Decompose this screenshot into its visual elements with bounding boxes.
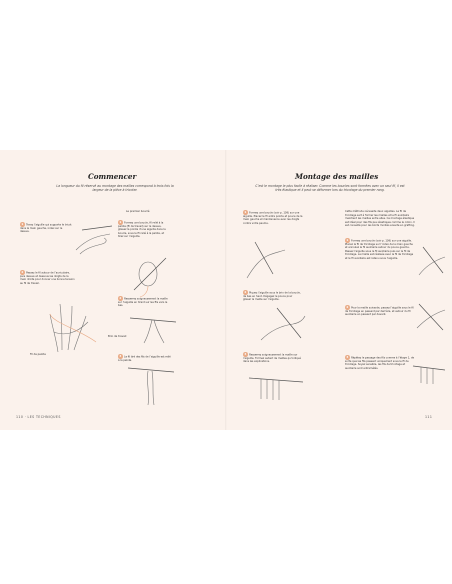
right-page-intro: C’est le montage le plus facile à réaliser. Comme les boucles sont formées avec un seul fil, il est très élastique et il peut se déformer lors du tricotage du premier rang. bbox=[255, 184, 405, 193]
step-text: Passez le fil autour de l’auriculaire, puis dessus et dessous les doigts de la main droite pour donner une bonne tension au fil de travail. bbox=[20, 271, 75, 285]
step-text: Le fil tiré des fils de l’aiguille est relié à la pelote. bbox=[118, 355, 171, 362]
right-folio: 111 bbox=[425, 415, 433, 419]
step-text: Tenez l’aiguille qui supporte le tricot dans la main gauche, index sur le dessus. bbox=[20, 223, 72, 234]
step-text: Formez une boucle (voir p. 109) sur une aiguille. Placez le fil entre pointe et pouce de la main gauche et maintenez-le avec les doigts contre votre paume. bbox=[243, 211, 303, 225]
step-number: 3 bbox=[119, 354, 122, 358]
step-text: Piquez l’aiguille sous le brin de la boucle, de bas en haut. Dégagez le pouce pour glisser la maille sur l’aiguille. bbox=[243, 291, 301, 302]
left-page-title: Commencer bbox=[88, 172, 137, 181]
callout-ball-yarn: Fil de pelote bbox=[30, 353, 46, 356]
step-number: 3 bbox=[244, 352, 247, 356]
hand-with-yarn-illustration bbox=[40, 292, 100, 354]
step-text: Resserrez soigneusement la maille sur l’aiguille. Formez autant de mailles qu’indiqué dans les explications. bbox=[243, 353, 301, 364]
left-step-2 bbox=[20, 270, 75, 285]
right-side-note: Cette méthode nécessite deux aiguilles. Le fil de tricotage sert à former les mailles et le fil auxiliaire maintient les mailles entre elles. Ce montage élastique est idéal pour des fils peu élastiques comme le coton. Il est conseillé pour les bords montés ensuite en grafting. bbox=[345, 210, 415, 227]
right-step2-2 bbox=[345, 305, 415, 317]
thumb-loop-illustration bbox=[257, 304, 307, 344]
callout-working-yarn: Brin de travail bbox=[108, 335, 127, 338]
step-number: 2 bbox=[244, 290, 247, 294]
hand-holding-needle-illustration bbox=[74, 220, 114, 260]
right-step-3 bbox=[243, 352, 303, 364]
left-step-3 bbox=[118, 220, 170, 239]
step-number: 1 bbox=[119, 220, 122, 224]
right-page-title: Montage des mailles bbox=[295, 172, 379, 181]
step-text: Formez une boucle (voir p. 109) sur une aiguille. Placez le fil de tricotage sur l’index de la main gauche et enroulez le fil auxiliaire autour du pouce gauche. Passez l’aiguille sous le fil auxiliaire puis sur le fil de tricotage. La maille est réalisée avec le fil de tricotage et le fil auxiliaire est retenu sous l’aiguille. bbox=[345, 239, 414, 260]
needle-stitches-illustration bbox=[411, 360, 447, 390]
step-number: 2 bbox=[119, 296, 122, 300]
hand-loop-illustration bbox=[243, 238, 289, 282]
step-number: 1 bbox=[346, 238, 349, 242]
cast-on-stitches-illustration bbox=[247, 370, 305, 410]
step-text: Pour la maille suivante, passez l’aiguille sous le fil de tricotage en passant par derrière, et autour du fil auxiliaire en passant par devant. bbox=[345, 306, 414, 317]
step-text: Resserrez soigneusement la maille sur l’aiguille en tirant sur les fils vers le bas. bbox=[118, 297, 168, 308]
step-number: 1 bbox=[244, 210, 247, 214]
tighten-stitch-illustration bbox=[128, 310, 178, 344]
left-page bbox=[0, 150, 225, 430]
step-number: 1 bbox=[21, 222, 24, 226]
two-yarn-illustration bbox=[417, 245, 447, 277]
left-page-intro: La longueur du fil réservé au montage des mailles correspond à trois fois la largeur de la pièce à tricoter. bbox=[56, 184, 174, 193]
left-folio: 110 · LES TECHNIQUES bbox=[16, 415, 61, 419]
wrap-yarn-illustration bbox=[415, 300, 447, 332]
right-page bbox=[227, 150, 452, 430]
step-number: 2 bbox=[21, 270, 24, 274]
slip-knot-illustration bbox=[126, 250, 172, 298]
step-number: 3 bbox=[346, 355, 349, 359]
needle-yarn-illustration bbox=[126, 366, 176, 406]
right-step-2 bbox=[243, 290, 301, 302]
step-text: Répétez le passage des fils comme à l’étape 1, de sorte que les fils passent uniquement sous le fil de tricotage. Soyez sensible, les fils de tricotage et auxiliaire sont entremêlés. bbox=[345, 356, 414, 370]
left-step-5 bbox=[118, 354, 172, 362]
left-step-4 bbox=[118, 296, 172, 308]
right-step-1 bbox=[243, 210, 303, 225]
right-step2-1 bbox=[345, 238, 415, 260]
section-label: Le premier bouclé bbox=[126, 210, 150, 213]
step-text: Formez une boucle, fil relié à la pelote (fil de travail) sur le dessus, glissez la pointe d’une aiguille dans la boucle, sous le fil relié à la pelote, et tirez sur l’aiguille. bbox=[118, 221, 166, 239]
step-number: 2 bbox=[346, 305, 349, 309]
right-step2-3 bbox=[345, 355, 415, 370]
left-step-1 bbox=[20, 222, 72, 234]
